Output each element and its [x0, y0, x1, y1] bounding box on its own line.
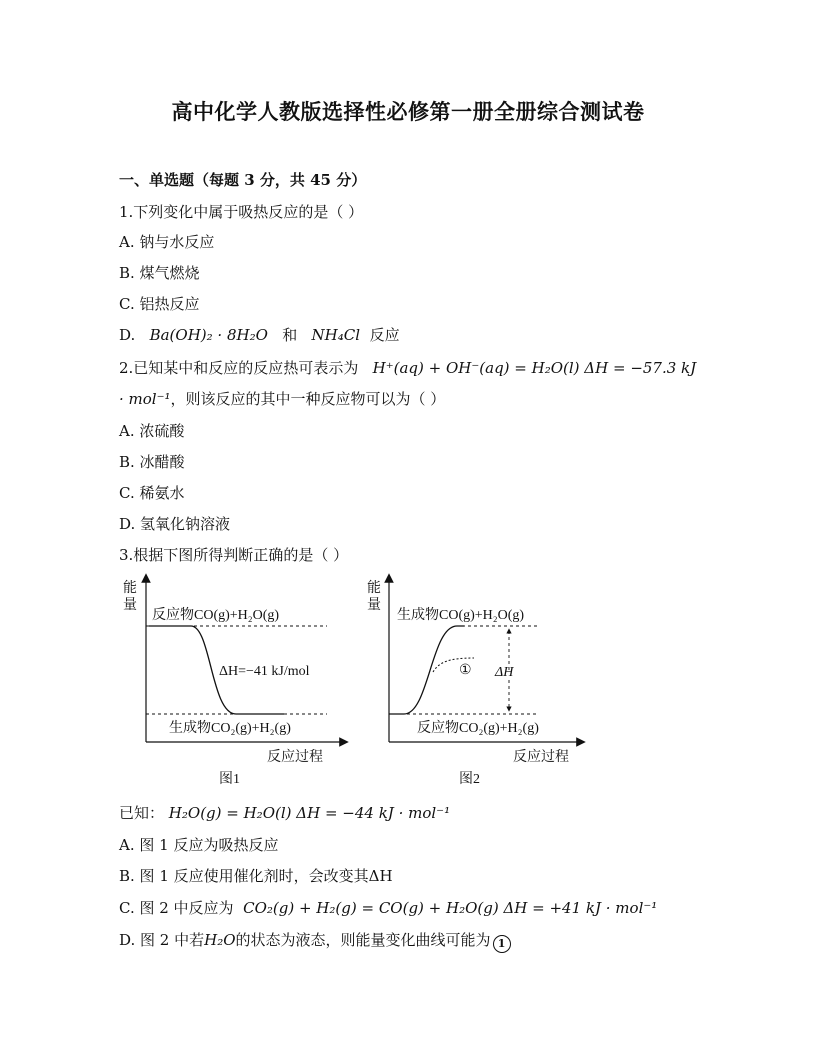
fig1-x-label: 反应过程 — [267, 749, 323, 765]
fig2-curve-marker: ① — [459, 663, 472, 678]
q1-option-d — [119, 325, 400, 345]
q3-d-suffix: 的状态为液态，则能量变化曲线可能为 — [235, 931, 491, 949]
q1-d-prefix: D. — [119, 326, 136, 344]
q1-option-b: B. 煤气燃烧 — [119, 264, 200, 282]
q1-option-a: A. 钠与水反应 — [119, 233, 215, 251]
q2-option-d: D. 氢氧化钠溶液 — [119, 515, 231, 533]
q2-unit: · mol⁻¹ — [119, 390, 171, 408]
q1-d-suffix: 反应 — [369, 326, 400, 344]
q3-c-equation: CO₂(g) + H₂(g) = CO(g) + H₂O(g) ΔH = +41 kJ · mol⁻¹ — [243, 899, 658, 917]
figure-1 — [123, 578, 344, 787]
q2-stem-line2 — [119, 389, 445, 409]
q1-stem: 1.下列变化中属于吸热反应的是（ ） — [119, 203, 364, 221]
q3-known — [119, 803, 450, 823]
q3-option-a: A. 图 1 反应为吸热反应 — [119, 836, 279, 854]
q3-d-marker: 1 — [493, 935, 511, 953]
q3-option-b: B. 图 1 反应使用催化剂时，会改变其ΔH — [119, 867, 393, 885]
fig2-y-label-2: 量 — [367, 597, 381, 613]
q3-d-prefix: D. 图 2 中若 — [119, 931, 205, 949]
fig2-top-label: 生成物CO(g)+H₂O(g) — [397, 608, 525, 623]
fig1-bottom-label: 生成物CO₂(g)+H₂(g) — [169, 721, 291, 736]
energy-diagrams-svg — [119, 572, 589, 792]
fig2-bottom-label: 反应物CO₂(g)+H₂(g) — [417, 721, 539, 736]
fig2-caption: 图2 — [459, 772, 480, 787]
fig2-x-label: 反应过程 — [513, 749, 569, 765]
q2-option-b: B. 冰醋酸 — [119, 453, 185, 471]
q3-c-prefix: C. 图 2 中反应为 — [119, 899, 234, 917]
fig2-energy-curve — [389, 626, 464, 714]
q2-stem-suffix: ，则该反应的其中一种反应物可以为（ ） — [170, 390, 446, 408]
q3-stem: 3.根据下图所得判断正确的是（ ） — [119, 546, 349, 564]
fig1-caption: 图1 — [219, 772, 240, 787]
section-heading: 一、单选题（每题 3 分，共 45 分） — [119, 171, 367, 189]
q2-stem-prefix: 2.已知某中和反应的反应热可表示为 — [119, 359, 359, 377]
fig1-top-label: 反应物CO(g)+H₂O(g) — [152, 608, 280, 623]
q3-d-formula: H₂O — [204, 931, 236, 949]
fig1-y-label-1: 能 — [123, 580, 137, 596]
q2-stem-line1 — [119, 358, 696, 378]
q3-option-d — [119, 930, 511, 953]
q2-option-a: A. 浓硫酸 — [119, 422, 185, 440]
q3-known-prefix: 已知： — [119, 804, 165, 822]
fig1-dh-label: ΔH=−41 kJ/mol — [219, 664, 310, 679]
document-title: 高中化学人教版选择性必修第一册全册综合测试卷 — [171, 99, 645, 124]
q1-d-formula-1: Ba(OH)₂ · 8H₂O — [149, 326, 268, 344]
q1-d-formula-2: NH₄Cl — [311, 326, 361, 344]
q2-option-c: C. 稀氨水 — [119, 484, 185, 502]
q1-option-c: C. 铝热反应 — [119, 295, 200, 313]
q3-option-c — [119, 898, 657, 918]
fig2-dh-label: ΔH — [495, 665, 514, 680]
q1-d-and: 和 — [282, 326, 298, 344]
figure-2 — [367, 578, 581, 787]
q3-known-equation: H₂O(g) = H₂O(l) ΔH = −44 kJ · mol⁻¹ — [168, 804, 451, 822]
fig1-y-label-2: 量 — [123, 597, 137, 613]
fig2-y-label-1: 能 — [367, 580, 381, 596]
q2-equation: H⁺(aq) + OH⁻(aq) = H₂O(l) ΔH = −57.3 kJ — [372, 359, 697, 377]
energy-diagrams — [119, 572, 589, 792]
